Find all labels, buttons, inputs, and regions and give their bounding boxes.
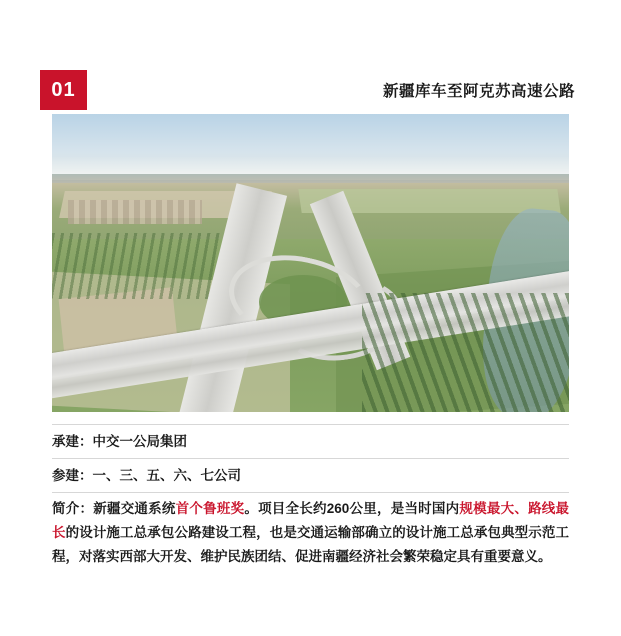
summary-paragraph <box>52 497 569 569</box>
summary-part3: 的设计施工总承包公路建设工程，也是交通运输部确立的设计施工总承包典型示范工程，对落实西部大开发、维护民族团结、促进南疆经济社会繁荣稳定具有重要意义。 <box>52 525 570 564</box>
builder-value: 中交一公局集团 <box>92 434 187 449</box>
summary-highlight-first-award: 首个鲁班奖 <box>175 501 245 516</box>
summary-part1: 新疆交通系统 <box>93 501 176 516</box>
project-title-row <box>87 70 581 110</box>
divider-bottom <box>52 492 569 493</box>
builder-label: 承建： <box>52 434 93 449</box>
project-details <box>52 421 569 569</box>
photo-town <box>68 200 202 224</box>
page-title: 新疆库车至阿克苏高速公路 <box>382 83 575 100</box>
participants-row <box>52 463 569 489</box>
item-number-badge: 01 <box>40 70 87 110</box>
photo-canvas <box>52 114 569 412</box>
photo-treeline-left <box>52 233 228 299</box>
divider-middle <box>52 458 569 459</box>
summary-highlight-scale: 规模最大、路线最长 <box>52 501 570 540</box>
project-photo <box>52 114 569 412</box>
participants-value: 一、三、五、六、七公司 <box>92 468 241 483</box>
summary-label: 简介： <box>52 501 94 516</box>
builder-row <box>52 429 569 455</box>
divider-top <box>52 424 569 425</box>
summary-part2: 。项目全长约260公里，是当时国内 <box>244 501 460 516</box>
photo-treeline-right <box>362 293 569 412</box>
project-card <box>40 43 581 596</box>
participants-label: 参建： <box>52 468 93 483</box>
